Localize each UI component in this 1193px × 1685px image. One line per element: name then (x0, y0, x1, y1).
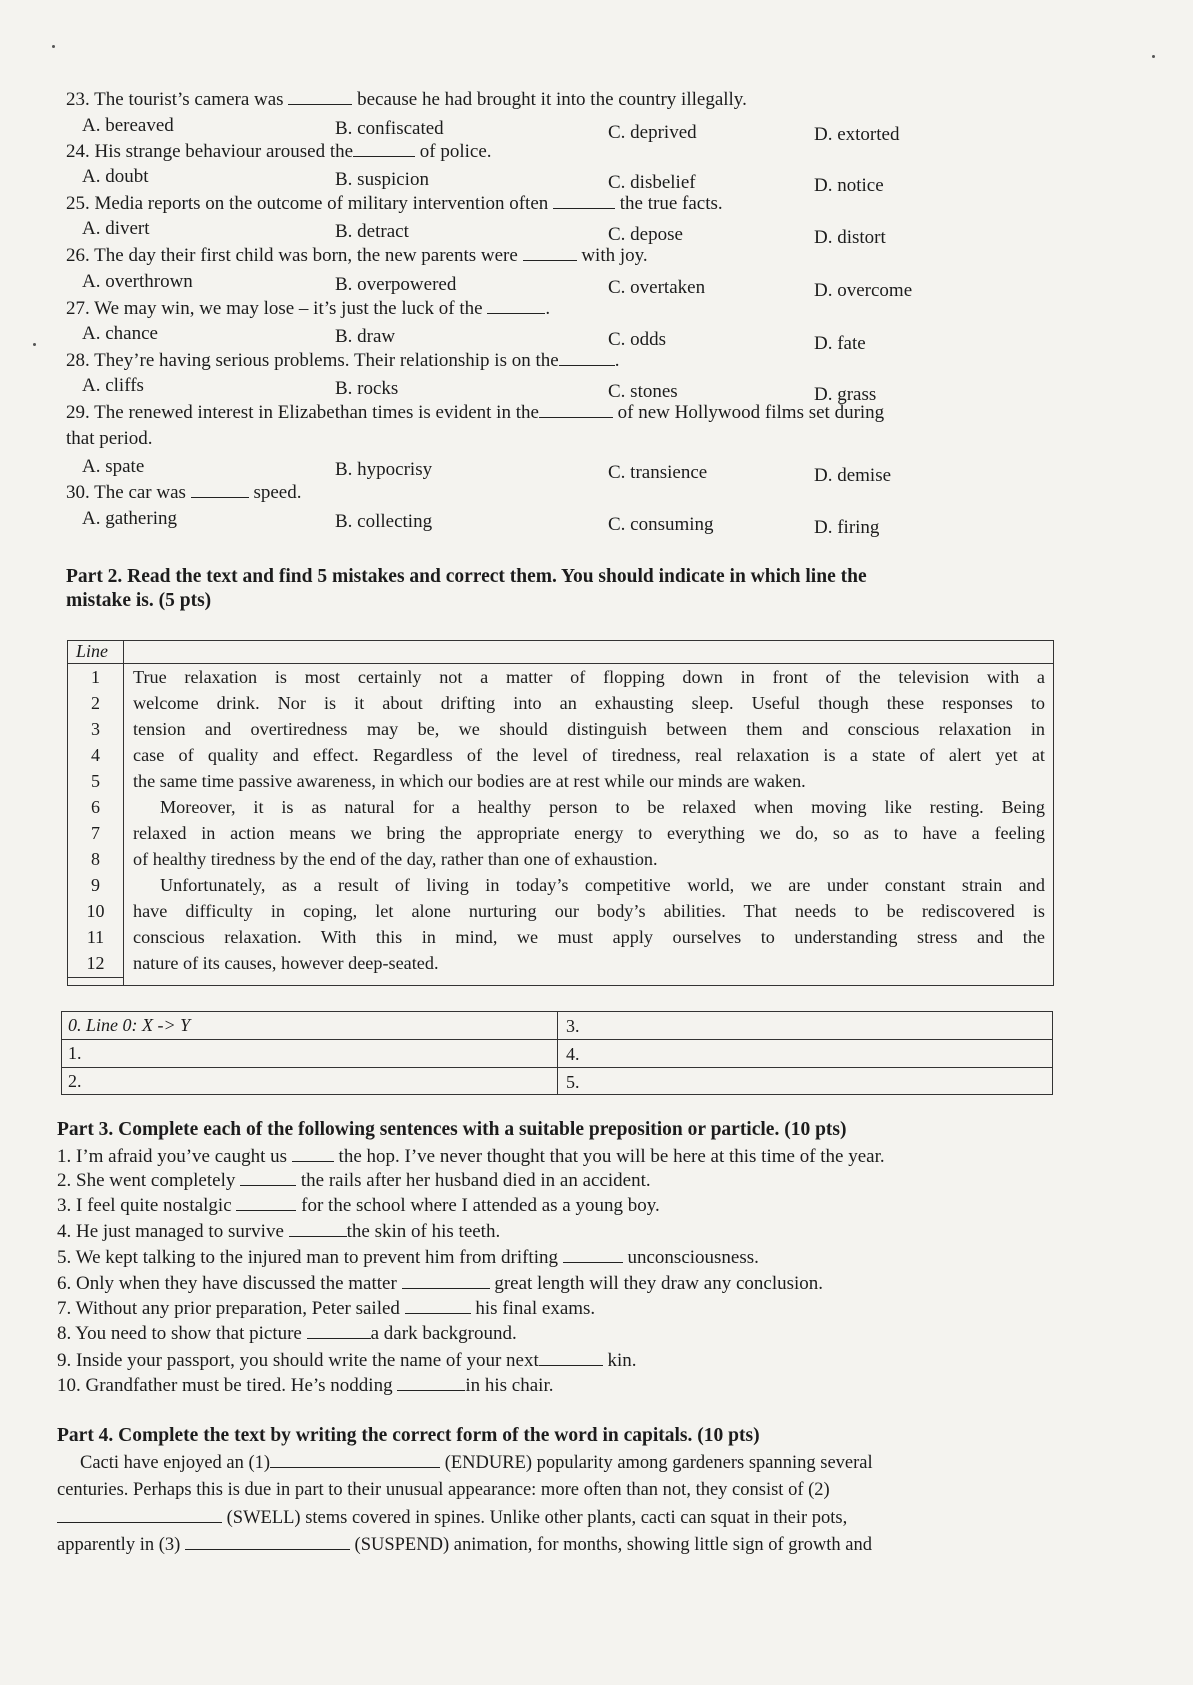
option-d: D. firing (814, 517, 880, 538)
line-number: 7 (91, 823, 100, 843)
option-a: A. spate (82, 456, 145, 477)
answer-blank[interactable] (307, 1324, 371, 1339)
answer-blank[interactable] (288, 90, 352, 105)
option-c: C. overtaken (608, 277, 706, 298)
part4-text: (SWELL) stems covered in spines. Unlike other plants, cacti can squat in their pots, (57, 1508, 847, 1529)
line-number: 8 (91, 849, 100, 869)
part2-title: Part 2. Read the text and find 5 mistakes and correct them. You should indicate in which line the (66, 566, 867, 587)
answer-cell-2[interactable]: 2. (68, 1071, 82, 1091)
option-b: B. detract (335, 221, 409, 242)
line-number: 10 (86, 901, 105, 921)
part3-item: 2. She went completely the rails after her husband died in an accident. (57, 1170, 651, 1191)
question-stem: 28. They’re having serious problems. Their relationship is on the . (66, 350, 620, 371)
answer-blank[interactable] (523, 246, 577, 261)
part4-text: apparently in (3) (SUSPEND) animation, for months, showing little sign of growth and (57, 1535, 873, 1555)
part4-text: Cacti have enjoyed an (1) (ENDURE) popularity among gardeners spanning several (80, 1453, 873, 1473)
answer-cell-5[interactable]: 5. (566, 1072, 580, 1092)
answer-blank[interactable] (563, 1248, 623, 1263)
header-rule (68, 663, 1053, 664)
answer-blank-1[interactable] (270, 1453, 440, 1468)
option-b: B. confiscated (335, 118, 444, 139)
answer-blank[interactable] (405, 1299, 471, 1314)
option-d: D. fate (814, 333, 866, 354)
option-d: D. demise (814, 465, 892, 486)
option-a: A. bereaved (82, 115, 174, 136)
question-stem: 23. The tourist’s camera was because he had brought it into the country illegally. (66, 89, 747, 110)
answer-blank[interactable] (397, 1376, 465, 1391)
option-a: A. divert (82, 218, 150, 239)
part3-item: 8. You need to show that picture a dark background. (57, 1323, 517, 1344)
passage-line: welcome drink. Nor is it about drifting into an exhausting sleep. Useful though these responses to (133, 693, 1045, 713)
answer-blank[interactable] (559, 351, 615, 366)
option-a: A. chance (82, 323, 158, 344)
option-b: B. rocks (335, 378, 399, 399)
passage-line: True relaxation is most certainly not a matter of flopping down in front of the television with a (133, 667, 1045, 687)
answer-blank-2[interactable] (57, 1508, 222, 1523)
answer-cell-1[interactable]: 1. (68, 1043, 82, 1063)
answer-cell-3[interactable]: 3. (566, 1016, 580, 1036)
passage-line: relaxed in action means we bring the appropriate energy to everything we do, so as to have a feeling (133, 823, 1045, 843)
passage-line: conscious relaxation. With this in mind, we must apply ourselves to understanding stress and the (133, 927, 1045, 947)
answer-blank[interactable] (402, 1274, 490, 1289)
passage-line: of healthy tiredness by the end of the day, rather than one of exhaustion. (133, 849, 658, 869)
option-b: B. collecting (335, 511, 433, 532)
line-number: 9 (91, 875, 100, 895)
question-stem: 29. The renewed interest in Elizabethan times is evident in the of new Hollywood films set during (66, 402, 885, 423)
passage-line: Moreover, it is as natural for a healthy person to be relaxed when moving like resting. Being (160, 797, 1045, 817)
column-divider (123, 641, 124, 985)
option-c: C. deprived (608, 122, 697, 143)
part4-title: Part 4. Complete the text by writing the correct form of the word in capitals. (10 pts) (57, 1425, 760, 1446)
option-c: C. disbelief (608, 172, 696, 193)
answer-table-rule (62, 1067, 1052, 1068)
part3-item: 1. I’m afraid you’ve caught us the hop. I’ve never thought that you will be here at this time of the year. (57, 1146, 885, 1167)
line-number: 12 (86, 953, 105, 973)
line-number: 11 (86, 927, 105, 947)
part3-item: 6. Only when they have discussed the matter great length will they draw any conclusion. (57, 1273, 824, 1294)
passage-line: nature of its causes, however deep-seated. (133, 953, 439, 973)
option-c: C. odds (608, 329, 667, 350)
option-a: A. cliffs (82, 375, 144, 396)
option-c: C. stones (608, 381, 678, 402)
answer-blank[interactable] (353, 142, 415, 157)
answer-blank[interactable] (487, 299, 545, 314)
answer-blank[interactable] (240, 1171, 296, 1186)
answer-blank[interactable] (539, 403, 613, 418)
question-stem: 24. His strange behaviour aroused the of police. (66, 141, 492, 162)
part4-text: centuries. Perhaps this is due in part to their unusual appearance: more often than not, they consist of (2) (57, 1480, 830, 1500)
answer-table-divider (557, 1012, 558, 1094)
answer-blank[interactable] (191, 483, 249, 498)
line-number: 6 (91, 797, 100, 817)
option-d: D. grass (814, 384, 877, 405)
answer-blank[interactable] (292, 1147, 334, 1162)
option-d: D. distort (814, 227, 886, 248)
answer-cell-4[interactable]: 4. (566, 1044, 580, 1064)
option-d: D. notice (814, 175, 884, 196)
option-a: A. gathering (82, 508, 177, 529)
passage-line: case of quality and effect. Regardless of the level of tiredness, real relaxation is a state of alert yet at (133, 745, 1045, 765)
part3-item: 4. He just managed to survive the skin of his teeth. (57, 1221, 501, 1242)
part3-item: 9. Inside your passport, you should write the name of your next kin. (57, 1350, 637, 1371)
answer-blank[interactable] (236, 1196, 296, 1211)
question-stem: 25. Media reports on the outcome of military intervention often the true facts. (66, 193, 723, 214)
answer-blank[interactable] (289, 1222, 347, 1237)
passage-line: Unfortunately, as a result of living in today’s competitive world, we are under constant strain and (160, 875, 1045, 895)
option-a: A. doubt (82, 166, 149, 187)
line-number: 4 (91, 745, 100, 765)
scan-speck (1152, 55, 1155, 58)
option-b: B. draw (335, 326, 396, 347)
question-stem: 27. We may win, we may lose – it’s just the luck of the . (66, 298, 551, 319)
answer-blank[interactable] (539, 1351, 603, 1366)
option-d: D. extorted (814, 124, 900, 145)
option-c: C. consuming (608, 514, 714, 535)
part3-item: 10. Grandfather must be tired. He’s nodding in his chair. (57, 1375, 554, 1396)
option-c: C. transience (608, 462, 708, 483)
passage-line: have difficulty in coping, let alone nurturing our body’s abilities. That needs to be rediscovered is (133, 901, 1045, 921)
answer-table (61, 1011, 1053, 1095)
question-stem: 26. The day their first child was born, the new parents were with joy. (66, 245, 648, 266)
option-b: B. hypocrisy (335, 459, 433, 480)
answer-cell-example[interactable]: 0. Line 0: X -> Y (68, 1015, 191, 1035)
passage-table (67, 640, 1054, 986)
passage-line: the same time passive awareness, in which our bodies are at rest while our minds are waken. (133, 771, 806, 791)
line-number: 3 (91, 719, 100, 739)
question-stem: 30. The car was speed. (66, 482, 302, 503)
part3-item: 5. We kept talking to the injured man to prevent him from drifting unconsciousness. (57, 1247, 759, 1268)
answer-blank-3[interactable] (185, 1535, 350, 1550)
option-b: B. overpowered (335, 274, 457, 295)
part3-item: 3. I feel quite nostalgic for the school where I attended as a young boy. (57, 1195, 660, 1216)
line-number: 2 (91, 693, 100, 713)
answer-blank[interactable] (553, 194, 615, 209)
passage-line: tension and overtiredness may be, we should distinguish between them and conscious relaxation in (133, 719, 1045, 739)
row-rule (68, 977, 123, 978)
line-number: 5 (91, 771, 100, 791)
question-stem-continued: that period. (66, 428, 153, 449)
scan-speck (33, 343, 36, 346)
answer-table-rule (62, 1039, 1052, 1040)
option-c: C. depose (608, 224, 683, 245)
line-column-header: Line (76, 641, 109, 661)
part2-title-continued: mistake is. (5 pts) (66, 590, 212, 611)
option-b: B. suspicion (335, 169, 429, 190)
part3-item: 7. Without any prior preparation, Peter sailed his final exams. (57, 1298, 596, 1319)
option-a: A. overthrown (82, 271, 193, 292)
line-number: 1 (91, 667, 100, 687)
part3-title: Part 3. Complete each of the following sentences with a suitable preposition or particle. (10 pts) (57, 1119, 847, 1140)
option-d: D. overcome (814, 280, 913, 301)
scan-speck (52, 45, 55, 48)
